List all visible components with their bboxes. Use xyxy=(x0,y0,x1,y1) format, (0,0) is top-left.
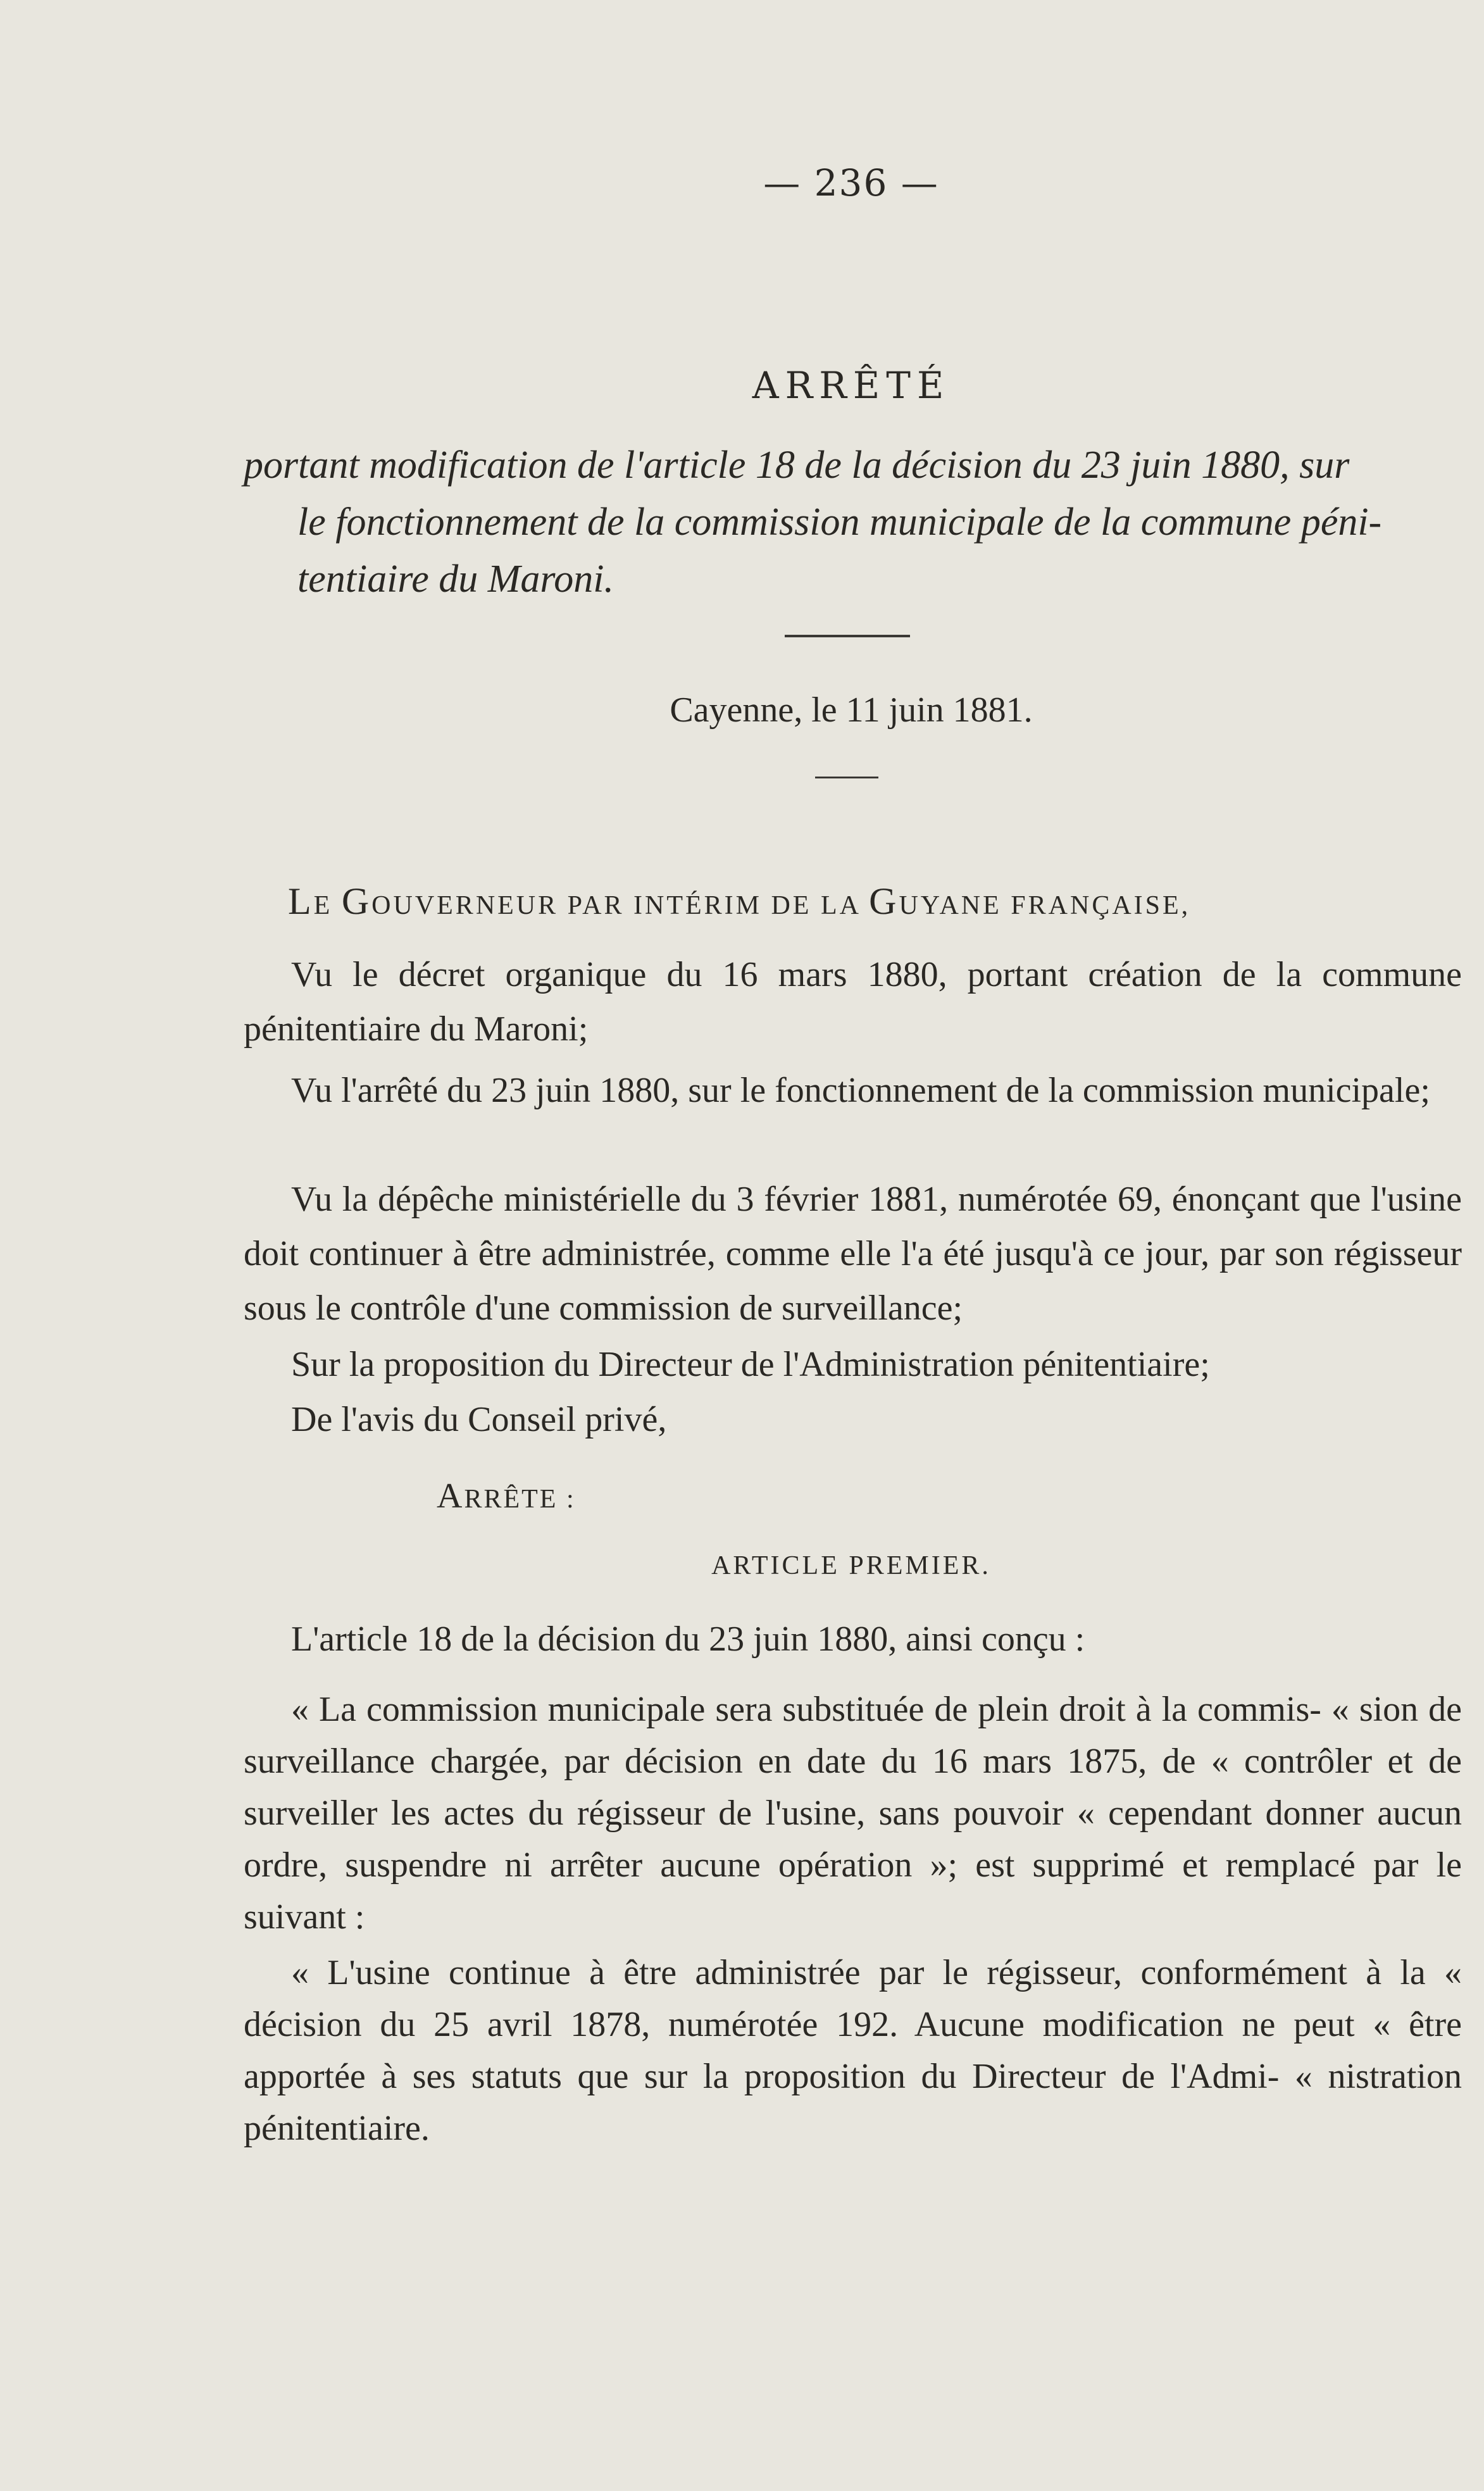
subtitle-line-1: portant modification de l'article 18 de la décision du 23 juin 1880, sur xyxy=(244,444,1350,487)
governor-cap-2: G xyxy=(341,880,372,922)
governor-cap-3: G xyxy=(869,880,899,922)
document-subtitle xyxy=(244,437,1459,608)
arrete-rest: RRÊTE : xyxy=(464,1485,576,1514)
visa-paragraph xyxy=(244,1063,1462,1118)
dateline: Cayenne, le 11 juin 1881. xyxy=(670,690,1033,730)
governor-cap-1: L xyxy=(288,880,314,922)
arrete-heading xyxy=(437,1476,576,1516)
visa-paragraph xyxy=(244,1172,1462,1335)
visa-text: De l'avis du Conseil privé, xyxy=(291,1400,667,1439)
visa-paragraph xyxy=(244,947,1462,1056)
visa-paragraph xyxy=(244,1392,1462,1447)
page-number: — 236 — xyxy=(763,161,939,204)
governor-rest-2: OUVERNEUR PAR INTÉRIM DE LA xyxy=(371,891,870,920)
article-paragraph xyxy=(244,1612,1462,1666)
article-heading: ARTICLE PREMIER. xyxy=(711,1551,991,1580)
document-title: ARRÊTÉ xyxy=(752,364,951,407)
governor-rest-3: UYANE FRANÇAISE, xyxy=(899,891,1191,920)
visa-text: Vu l'arrêté du 23 juin 1880, sur le fonctionnement de la commission municipale; xyxy=(291,1071,1430,1110)
article-paragraph xyxy=(244,1947,1462,2154)
governor-heading xyxy=(288,880,1190,923)
separator-rule xyxy=(785,635,910,637)
separator-rule-short xyxy=(815,777,878,778)
visa-text: Vu le décret organique du 16 mars 1880, portant création de la commune pénitentiaire du Maroni; xyxy=(244,955,1462,1049)
article-text: « L'usine continue à être administrée par le régisseur, conformément à la « décision du 25 avril 1878, numérotée 192. Aucune modification ne peut « être apportée à ses statuts que sur la proposition du Directeur de l'Admi- « nistration pénitentiaire. xyxy=(244,1953,1462,2148)
article-paragraph xyxy=(244,1683,1462,1943)
article-text: L'article 18 de la décision du 23 juin 1880, ainsi conçu : xyxy=(291,1620,1085,1659)
article-text: « La commission municipale sera substituée de plein droit à la commis- « sion de surveillance chargée, par décision en date du 16 mars 1875, de « contrôler et de surveiller les actes du régisseur de l'usine, sans pouvoir « cependant donner aucun ordre, suspendre ni arrêter aucune opération »; est supprimé et remplacé par le suivant : xyxy=(244,1690,1462,1937)
visa-text: Sur la proposition du Directeur de l'Administration pénitentiaire; xyxy=(291,1345,1210,1384)
subtitle-line-3: tentiaire du Maroni. xyxy=(297,558,614,601)
visa-text: Vu la dépêche ministérielle du 3 février 1881, numérotée 69, énonçant que l'usine doit continuer à être administrée, comme elle l'a été jusqu'à ce jour, par son régisseur sous le contrôle d'une commission de surveillance; xyxy=(244,1180,1462,1328)
visa-paragraph xyxy=(244,1337,1462,1392)
subtitle-line-2: le fonctionnement de la commission municipale de la commune péni- xyxy=(297,501,1382,544)
governor-rest-1: E xyxy=(313,891,342,920)
arrete-cap: A xyxy=(437,1476,465,1516)
